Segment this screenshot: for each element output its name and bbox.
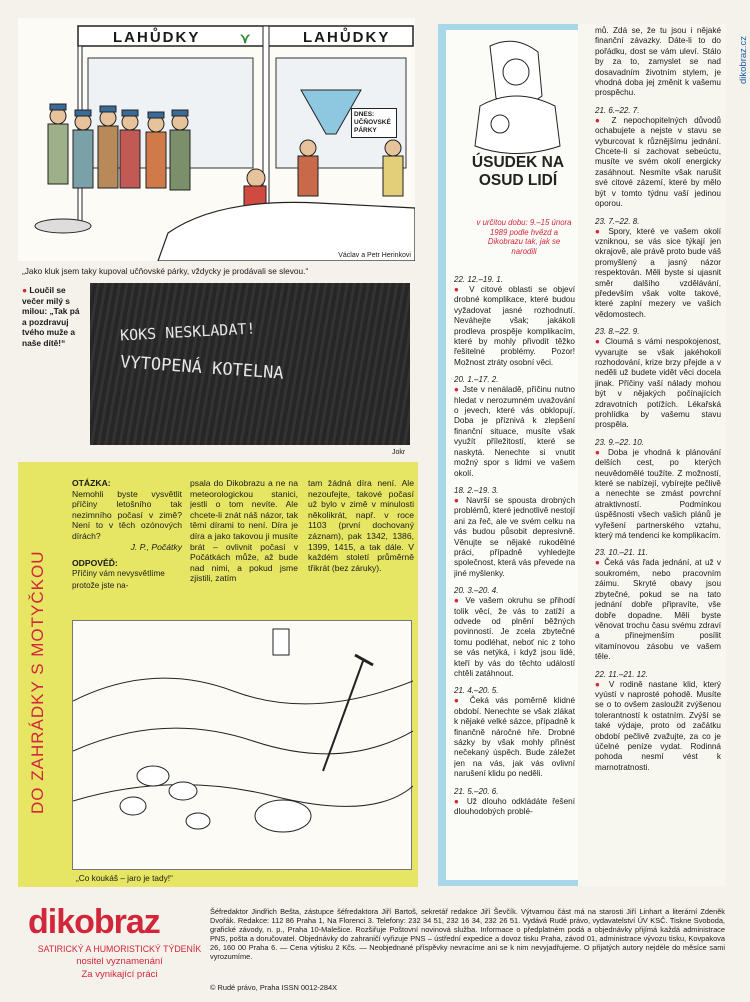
bullet-icon: ● bbox=[454, 285, 470, 294]
answer-col1: Příčiny vám nevysvětlíme protože jste na- bbox=[72, 569, 165, 590]
sign-text: Jste v nenáladě, příčinu nutno hledat v nerozumném uvažování o jevech, které vás obklopují. Doba je příznivá k zlepšení finanční situace, musíte však využít příležitostí, které se naskytá. Nenechte si vnutit možný spor s lidmi ve vašem okolí. bbox=[454, 385, 575, 478]
bullet-icon: ● bbox=[595, 115, 612, 125]
horoscope-col1 bbox=[454, 268, 575, 880]
sign-date-range: 21. 4.–20. 5. bbox=[454, 686, 499, 696]
top-cartoon bbox=[18, 18, 415, 261]
sign-text: Spory, které ve vašem okolí vzniknou, se vás sice týkají jen okrajově, ale právě proto bude váš promyšlený a jasný názor respektován. Měli byste si ujasnit směr dalšího vzdělávání, především však volte takové, které zaplní mezery ve vašich vědomostech. bbox=[595, 226, 721, 319]
horoscope-col1-section bbox=[454, 486, 575, 579]
bullet-icon: ● bbox=[454, 385, 463, 395]
horoscope-col2-section bbox=[595, 438, 721, 542]
question-author: J. P., Počátky bbox=[130, 541, 182, 552]
garden-cartoon-caption: „Co koukáš – jaro je tady!“ bbox=[76, 873, 173, 883]
footer bbox=[0, 897, 750, 1002]
horoscope-col2-section bbox=[595, 106, 721, 210]
photo-side-text: ● Loučil se večer milý s milou: „Tak pá a pozdravuj tvého muže a naše dítě!“ bbox=[22, 285, 80, 348]
footer-tagline3: Za vynikající práci bbox=[81, 969, 158, 980]
horoscope-panel bbox=[438, 24, 726, 886]
garden-cartoon bbox=[72, 620, 412, 870]
horoscope-col1-section bbox=[454, 375, 575, 479]
bullet-icon: ● bbox=[595, 558, 605, 568]
cartoon-credit: Václav a Petr Herinkovi bbox=[338, 252, 411, 259]
answer-col3: tam žádná díra není. Ale nezoufejte, takové počasí už bylo v zimě v minulosti několikrát, např. v roce 1103 (první dochovaný záznam), pak 1342, 1386, 1399, 1415, a tak dále. V každém století průměrně třikrát (bez záruky). bbox=[308, 478, 414, 573]
sign-date-range: 18. 2.–19. 3. bbox=[454, 485, 499, 495]
answer-label: ODPOVĚĎ: bbox=[72, 557, 118, 568]
bullet-icon: ● bbox=[595, 679, 609, 689]
sign-text: Už dlouho odkládáte řešení dlouhodobých problé- bbox=[454, 796, 575, 817]
sign-date-range: 22. 11.–21. 12. bbox=[595, 669, 648, 679]
sign-date-range: 23. 7.–22. 8. bbox=[595, 216, 640, 226]
sign-date-range: 20. 3.–20. 4. bbox=[454, 586, 499, 596]
shop-sign-left: LAHŮDKY bbox=[113, 29, 201, 46]
horoscope-col1-section bbox=[454, 686, 575, 779]
bullet-icon: ● bbox=[454, 495, 467, 505]
sign-text: Cloumá s vámi nespokojenost, vyvarujte se však jakéhokoli rozhodování, krize brzy přejde a v neděli už budete vidět věci docela jinak. Příčiny vaší nálady mohou být v nějakých počínajících zdravotních potížích. Lékařská prohlídka by vašemu stavu prospěla. bbox=[595, 337, 721, 430]
mother-child-illustration bbox=[460, 36, 570, 156]
bullet-icon: ● bbox=[454, 596, 466, 606]
question-column bbox=[72, 478, 182, 628]
bullet-icon: ● bbox=[454, 796, 467, 806]
horoscope-col1-section bbox=[454, 275, 575, 368]
mice-garden-illustration bbox=[73, 621, 413, 871]
horoscope-col2-section bbox=[595, 217, 721, 321]
deli-queue-illustration bbox=[18, 18, 415, 261]
horoscope-subtitle: v určitou dobu: 9.–15 února 1989 podle hvězd a Dikobrazu tak, jak se narodili bbox=[476, 218, 572, 256]
horoscope-col2-section bbox=[595, 548, 721, 662]
horoscope-col1-section bbox=[454, 586, 575, 679]
question-label: OTÁZKA: bbox=[72, 478, 111, 488]
sign-text: V rodině nastane klid, který vyústí v naprosté pohodě. Musíte se o to ovšem zasloužit zvýšenou tolerantností k ostatním. Zvýší se také výdaje, proto od začátku období pečlivě zvažujte, za co je účelné peníze vydat. Rodinná pohoda nesmí vést k marnotratnosti. bbox=[595, 679, 721, 772]
window-sign: DNES: UČŇOVSKÉ PÁRKY bbox=[351, 108, 397, 138]
bullet-icon: ● bbox=[595, 447, 608, 457]
side-url: dikobraz.cz bbox=[738, 35, 749, 84]
bullet-icon: ● bbox=[595, 226, 609, 236]
sign-text: Ve vašem okruhu se přihodí tolik věcí, že vás to zatíží a odvede od plnění běžných povinností. Je zcela zbytečné tomu podléhat, neboť nic z toho se vás netýká, i když jsou lidé, kteří by vás do těchto událostí chtěli zatáhnout. bbox=[454, 596, 575, 678]
garden-panel bbox=[18, 462, 418, 887]
answer-col2: psala do Dikobrazu a ne na meteorologickou stanici, jestli o tom nevíte. Ale chcete-li znát náš názor, tak těmi dírami to není. Díra je díra a jako takovou ji musíte brát – ovlivnit počasí v Počátkách může, až bude nad nimi, a pokud jsme zjistili, zatím bbox=[190, 478, 298, 584]
graffiti-line1: KOKS NESKLADAT! bbox=[119, 319, 256, 345]
graffiti-line2: VYTOPENÁ KOTELNA bbox=[119, 352, 285, 384]
footer-tagline1: SATIRICKÝ A HUMORISTICKÝ TÝDENÍK bbox=[37, 944, 202, 954]
footer-copyright: © Rudé právo, Praha ISSN 0012-284X bbox=[210, 983, 338, 992]
photo-credit: Jokr bbox=[392, 449, 406, 456]
graffiti-photo bbox=[90, 283, 410, 445]
question-text: Nemohli byste vysvětlit příčiny letošního tak nezimního počasí v zimě? Není to v těch ozónových dírách? bbox=[72, 488, 182, 541]
sign-text: V citové oblasti se objeví drobné komplikace, které budou vyžadovat jasné rozhodnutí. Neváhejte však; jakákoli prodleva prospěje komplikacím, které by mohly přivodit těžko řešitelné problémy. Pozor! Možnost ztráty osobní věci. bbox=[454, 285, 575, 367]
horoscope-title: ÚSUDEK NA OSUD LIDÍ bbox=[471, 154, 565, 189]
footer-imprint: Šéfredaktor Jindřich Bešta, zástupce šéfredaktora Jiří Bartoš, sekretář redakce Jiří Ševčík. Výtvarnou část má na starosti Jiří Linhart a literární Zdeněk Dvořák. Redakce: 112 86 Praha 1, Na Florenci 3. Telefony: 232 34 51, 232 16 34, 232 26 51. Vydává Rudé právo, vydavatelství ÚV KSČ. Tiskne Svoboda, grafické závody, n. p., Praha 10-Malešice. Rozšiřuje Poštovní novinová služba. Informace o předplatném podá a objednávky přijímá každá administrace PNS, pošta a doručovatel. Objednávky do zahraničí vyřizuje PNS – ústřední expedice a dovoz tisku Praha, závod 01, administrace vývozu tisku, Kovpakova 26, 160 00 Praha 6. — Cena výtisku 2 Kčs. — Neobjednané příspěvky nevracíme ani se k nim nevyjadřujeme. O přijatých autory nejdéle do měsíce sami vyrozumíme. bbox=[210, 907, 725, 962]
sign-text: Z nepochopitelných důvodů ochabujete a nejste v stavu se vyburcovat k různějšímu jednání. Chcete-li si zachovat sebeúctu, musíte ve svém okolí energicky zasáhnout. Nesmíte však narušit své citové zázemí, které by mělo být v tomto týdnu vaší jedinou oporou. bbox=[595, 115, 721, 209]
horoscope-col1-section bbox=[454, 787, 575, 818]
bullet-icon: ● bbox=[595, 337, 606, 347]
sign-date-range: 21. 6.–22. 7. bbox=[595, 105, 640, 115]
sign-text: Doba je vhodná k plánování delších cest, po kterých neuvědomělé toužíte. Z možností, které se nabízejí, vybírejte pečlivě a nenechte se zmást povrchní atraktivností. Podmínkou úspěšnosti všech vašich plánů je vyřešení partnerského vztahu, který má tendenci ke komplikacím. bbox=[595, 447, 721, 541]
shop-sign-right: LAHŮDKY bbox=[303, 29, 391, 46]
horoscope-col2-section bbox=[595, 327, 721, 431]
horoscope-col2-section bbox=[595, 670, 721, 774]
sign-date-range: 22. 12.–19. 1. bbox=[454, 275, 503, 284]
footer-tagline2: nositel vyznamenání bbox=[76, 956, 163, 967]
shop-logo-icon: ⋎ bbox=[240, 30, 251, 46]
sign-date-range: 23. 9.–22. 10. bbox=[595, 437, 644, 447]
horoscope-col2-intro: mů. Zdá se, že tu jsou i nějaké finanční závazky. Dáte-li to do pořádku, dost se vám uleví. Stálo by za to, zamyslet se nad dosavadním životním stylem, je vhodná doba jej změnit k vašemu prospěchu. bbox=[595, 26, 721, 98]
horoscope-col2 bbox=[595, 26, 721, 882]
sign-date-range: 23. 8.–22. 9. bbox=[595, 327, 640, 337]
top-cartoon-caption: „Jako kluk jsem taky kupoval učňovské párky, vždycky je prodávali se slevou.“ bbox=[22, 266, 309, 276]
bullet-icon: ● bbox=[454, 696, 470, 706]
sign-date-range: 20. 1.–17. 2. bbox=[454, 375, 499, 385]
sign-text: Čeká vás poměrně klidné období. Nenechte se však zlákat k nějaké velké sázce, případně k finančně náročné hře. Drobné sázky by však mohly přinést nečekaný úspěch. Bude záležet jen na vás, jak vás ovlivní narušení klidu po neděli. bbox=[454, 696, 575, 779]
sign-text: Navrší se spousta drobných problémů, které jednotlivě nestojí ani za řeč, ale ve svém celku na vás budou působit depresivně. Věnujte se nějaké rukodělné práci, případně vyhledejte společnost, která vás převede na jiné myšlenky. bbox=[454, 495, 575, 578]
sign-text: Čeká vás řada jednání, at už v soukromém, nebo pracovním záimu. Skryté obavy jsou zbytečné, pokud se na tato jednání dobře připravíte, vše dobře dopadne. Měli byste věnovat trochu času svému zdraví a přinejmenším posílit vitamínovou zásobu ve vašem těle. bbox=[595, 558, 721, 662]
sign-date-range: 21. 5.–20. 6. bbox=[454, 786, 499, 796]
footer-logo: dikobraz bbox=[28, 903, 160, 941]
sign-date-range: 23. 10.–21. 11. bbox=[595, 548, 648, 558]
garden-vertical-title: DO ZAHRÁDKY S MOTYČKOU bbox=[28, 550, 47, 814]
